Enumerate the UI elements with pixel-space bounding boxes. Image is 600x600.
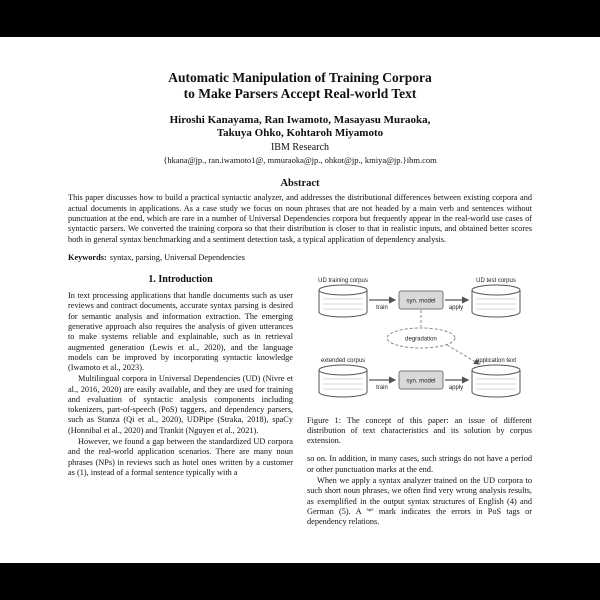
figure-label-apply-top: apply	[448, 305, 464, 312]
paper-title-line1: Automatic Manipulation of Training Corpora	[168, 70, 432, 85]
dashed-connector-bottom	[447, 345, 479, 364]
figure-label-train-bottom: train	[376, 385, 388, 392]
author-line1: Hiroshi Kanayama, Ran Iwamoto, Masayasu Muraoka,	[169, 113, 431, 126]
figure-label-bottom-box: syn. model	[406, 378, 436, 385]
intro-paragraph-3: However, we found a gap between the standardized UD corpora and the real-world application scenarios. There are many noun phrases (NPs) in reviews such as hotel ones written by a customer as (1), instead of a formal sentence typically with a	[68, 437, 293, 477]
two-column-body	[68, 272, 532, 527]
author-list	[68, 114, 532, 140]
intro-paragraph-1: In text processing applications that handle documents such as user reviews and contract documents, accurate syntax parsing is desired for semantic analysis and information extraction. The emerging generative approach also requires the analysis of given utterances to make systems reliable and explainable, such as in retrieval augmented generation (Lewis et al., 2020), and the language models can be improved by incorporating syntactic knowledge (Iwamoto et al., 2023).	[68, 291, 293, 373]
intro-paragraph-2: Multilingual corpora in Universal Dependencies (UD) (Nivre et al., 2016, 2020) are easily available, and they are used for training and evaluation of syntactic analysis components including tokenizers, part-of-speech (PoS) taggers, and dependency parsers, such as Stanza (Qi et al., 2020), UDPipe (Straka, 2018), spaCy (Honnibal et al., 2020) and Trankit (Nguyen et al., 2021).	[68, 374, 293, 435]
keywords-text: syntax, parsing, Universal Dependencies	[109, 253, 245, 263]
cylinder-ud-training-corpus	[319, 285, 367, 317]
figure-1	[307, 274, 532, 446]
figure-label-application-text: application text	[475, 358, 517, 365]
figure-label-extended-corpus: extended corpus	[320, 358, 366, 365]
author-emails: {hkana@jp., ran.iwamoto1@, mmuraoka@jp., ohkot@jp., kmiya@jp.}ibm.com	[163, 155, 437, 166]
figure-label-ud-test-corpus: UD test corpus	[476, 278, 516, 285]
letterbox-top	[0, 0, 600, 37]
figure-1-caption: Figure 1: The concept of this paper: an issue of different distribution of text characteristics and its solution by corpus extension.	[307, 416, 532, 446]
paper-title-line2: to Make Parsers Accept Real-world Text	[183, 86, 417, 102]
figure-1-diagram	[307, 274, 532, 412]
figure-label-ud-training-corpus: UD training corpus	[318, 278, 368, 285]
paper-page	[0, 37, 600, 563]
figure-label-top-box: syn. model	[406, 298, 436, 305]
keywords-label: Keywords:	[68, 253, 107, 263]
figure-label-degradation: degradation	[405, 336, 437, 343]
right-paragraph-1: so on. In addition, in many cases, such strings do not have a period or other punctuation marks at the end.	[307, 454, 532, 474]
affiliation: IBM Research	[270, 142, 330, 154]
right-column	[307, 272, 532, 527]
cylinder-ud-test-corpus	[472, 285, 520, 317]
section-heading-introduction: 1. Introduction	[148, 274, 213, 286]
abstract-heading: Abstract	[280, 178, 320, 190]
cylinder-application-text	[472, 365, 520, 397]
abstract-text: This paper discusses how to build a practical syntactic analyzer, and addresses the distributional differences between existing corpora and actual documents in applications. As a case study we focus on noun phrases that are not headed by a main verb and sentences without punctuation at the end, which are rare in a number of Universal Dependencies corpora but frequently appear in the real-world use cases of syntactic parsers. We converted the training corpora so that their distribution is closer to that in realistic inputs, and obtained better scores both in general syntax benchmarking and a sentiment detection task, a typical application of dependency analysis.	[68, 193, 532, 244]
left-column	[68, 272, 293, 527]
keywords-line	[68, 253, 532, 262]
box-syntactic-model-top	[399, 291, 443, 309]
cylinder-extended-corpus	[319, 365, 367, 397]
paper-title	[68, 70, 532, 103]
right-paragraph-2: When we apply a syntax analyzer trained on the UD corpora to such short noun phrases, we often find very wrong analysis results, as exemplified in the output syntax structures of English (4) and German (5). A '*' mark indicates the errors in PoS tags or dependency relations.	[307, 476, 532, 527]
box-syntactic-model-bottom	[399, 371, 443, 389]
letterbox-bottom	[0, 563, 600, 600]
figure-label-train-top: train	[376, 305, 388, 312]
figure-label-apply-bottom: apply	[448, 385, 464, 392]
author-line2: Takuya Ohko, Kohtaroh Miyamoto	[216, 127, 384, 140]
